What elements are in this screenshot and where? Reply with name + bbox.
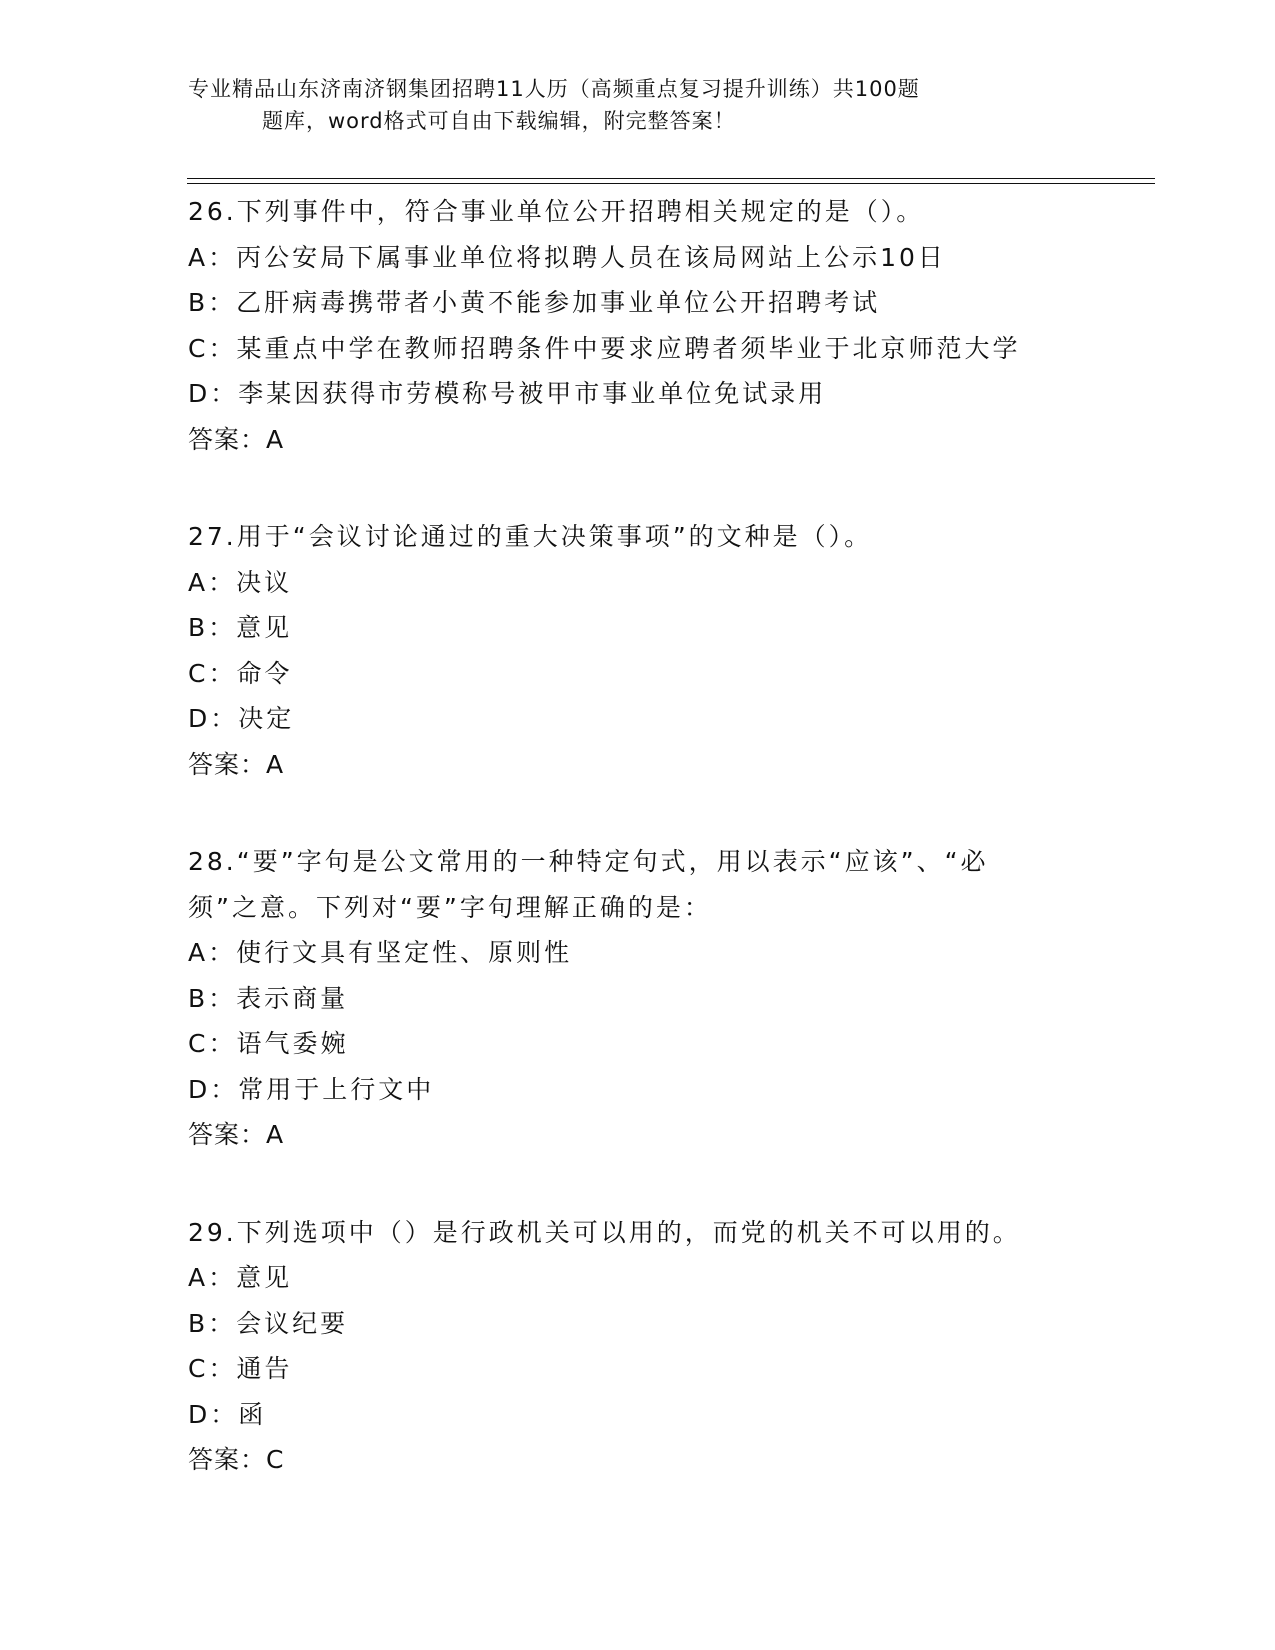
question-stem: 27.用于“会议讨论通过的重大决策事项”的文种是（）。 xyxy=(188,522,873,551)
option-b: B：会议纪要 xyxy=(188,1308,349,1338)
option-c: C：某重点中学在教师招聘条件中要求应聘者须毕业于北京师范大学 xyxy=(188,333,1021,363)
question-stem: 29.下列选项中（）是行政机关可以用的，而党的机关不可以用的。 xyxy=(188,1217,1021,1247)
answer-text: 答案：A xyxy=(188,1120,285,1149)
question-stem-line-1: 28.“要”字句是公文常用的一种特定句式，用以表示“应该”、“必 xyxy=(188,847,989,876)
option-a: A：丙公安局下属事业单位将拟聘人员在该局网站上公示10日 xyxy=(188,242,946,272)
question-list xyxy=(188,189,1088,1535)
question-28 xyxy=(188,839,1088,1158)
option-d: D：决定 xyxy=(188,704,295,733)
option-c: C：通告 xyxy=(188,1354,293,1383)
option-b: B：乙肝病毒携带者小黄不能参加事业单位公开招聘考试 xyxy=(188,288,881,317)
header-divider-top xyxy=(187,178,1155,179)
answer-text: 答案：C xyxy=(188,1445,285,1474)
question-stem: 26.下列事件中，符合事业单位公开招聘相关规定的是（）。 xyxy=(188,197,925,226)
option-a: A：使行文具有坚定性、原则性 xyxy=(188,938,573,967)
question-27 xyxy=(188,514,1088,787)
answer-text: 答案：A xyxy=(188,749,285,779)
option-b: B：表示商量 xyxy=(188,983,349,1013)
question-stem-line-2: 须”之意。下列对“要”字句理解正确的是： xyxy=(188,892,712,922)
question-29 xyxy=(188,1210,1088,1483)
option-a: A：意见 xyxy=(188,1263,293,1292)
option-d: D：函 xyxy=(188,1399,267,1429)
answer-text: 答案：A xyxy=(188,424,285,454)
option-d: D：常用于上行文中 xyxy=(188,1074,435,1104)
header-title-line-1: 专业精品山东济南济钢集团招聘11人历（高频重点复习提升训练）共100题 xyxy=(188,77,920,101)
option-a: A：决议 xyxy=(188,567,293,597)
header-title-line-2: 题库，word格式可自由下载编辑，附完整答案！ xyxy=(262,109,736,133)
option-c: C：语气委婉 xyxy=(188,1029,349,1058)
option-c: C：命令 xyxy=(188,658,293,688)
option-d: D：李某因获得市劳模称号被甲市事业单位免试录用 xyxy=(188,379,827,408)
option-b: B：意见 xyxy=(188,613,293,642)
header-divider-bottom xyxy=(187,183,1155,184)
question-26 xyxy=(188,189,1088,462)
document-header xyxy=(188,73,1088,137)
